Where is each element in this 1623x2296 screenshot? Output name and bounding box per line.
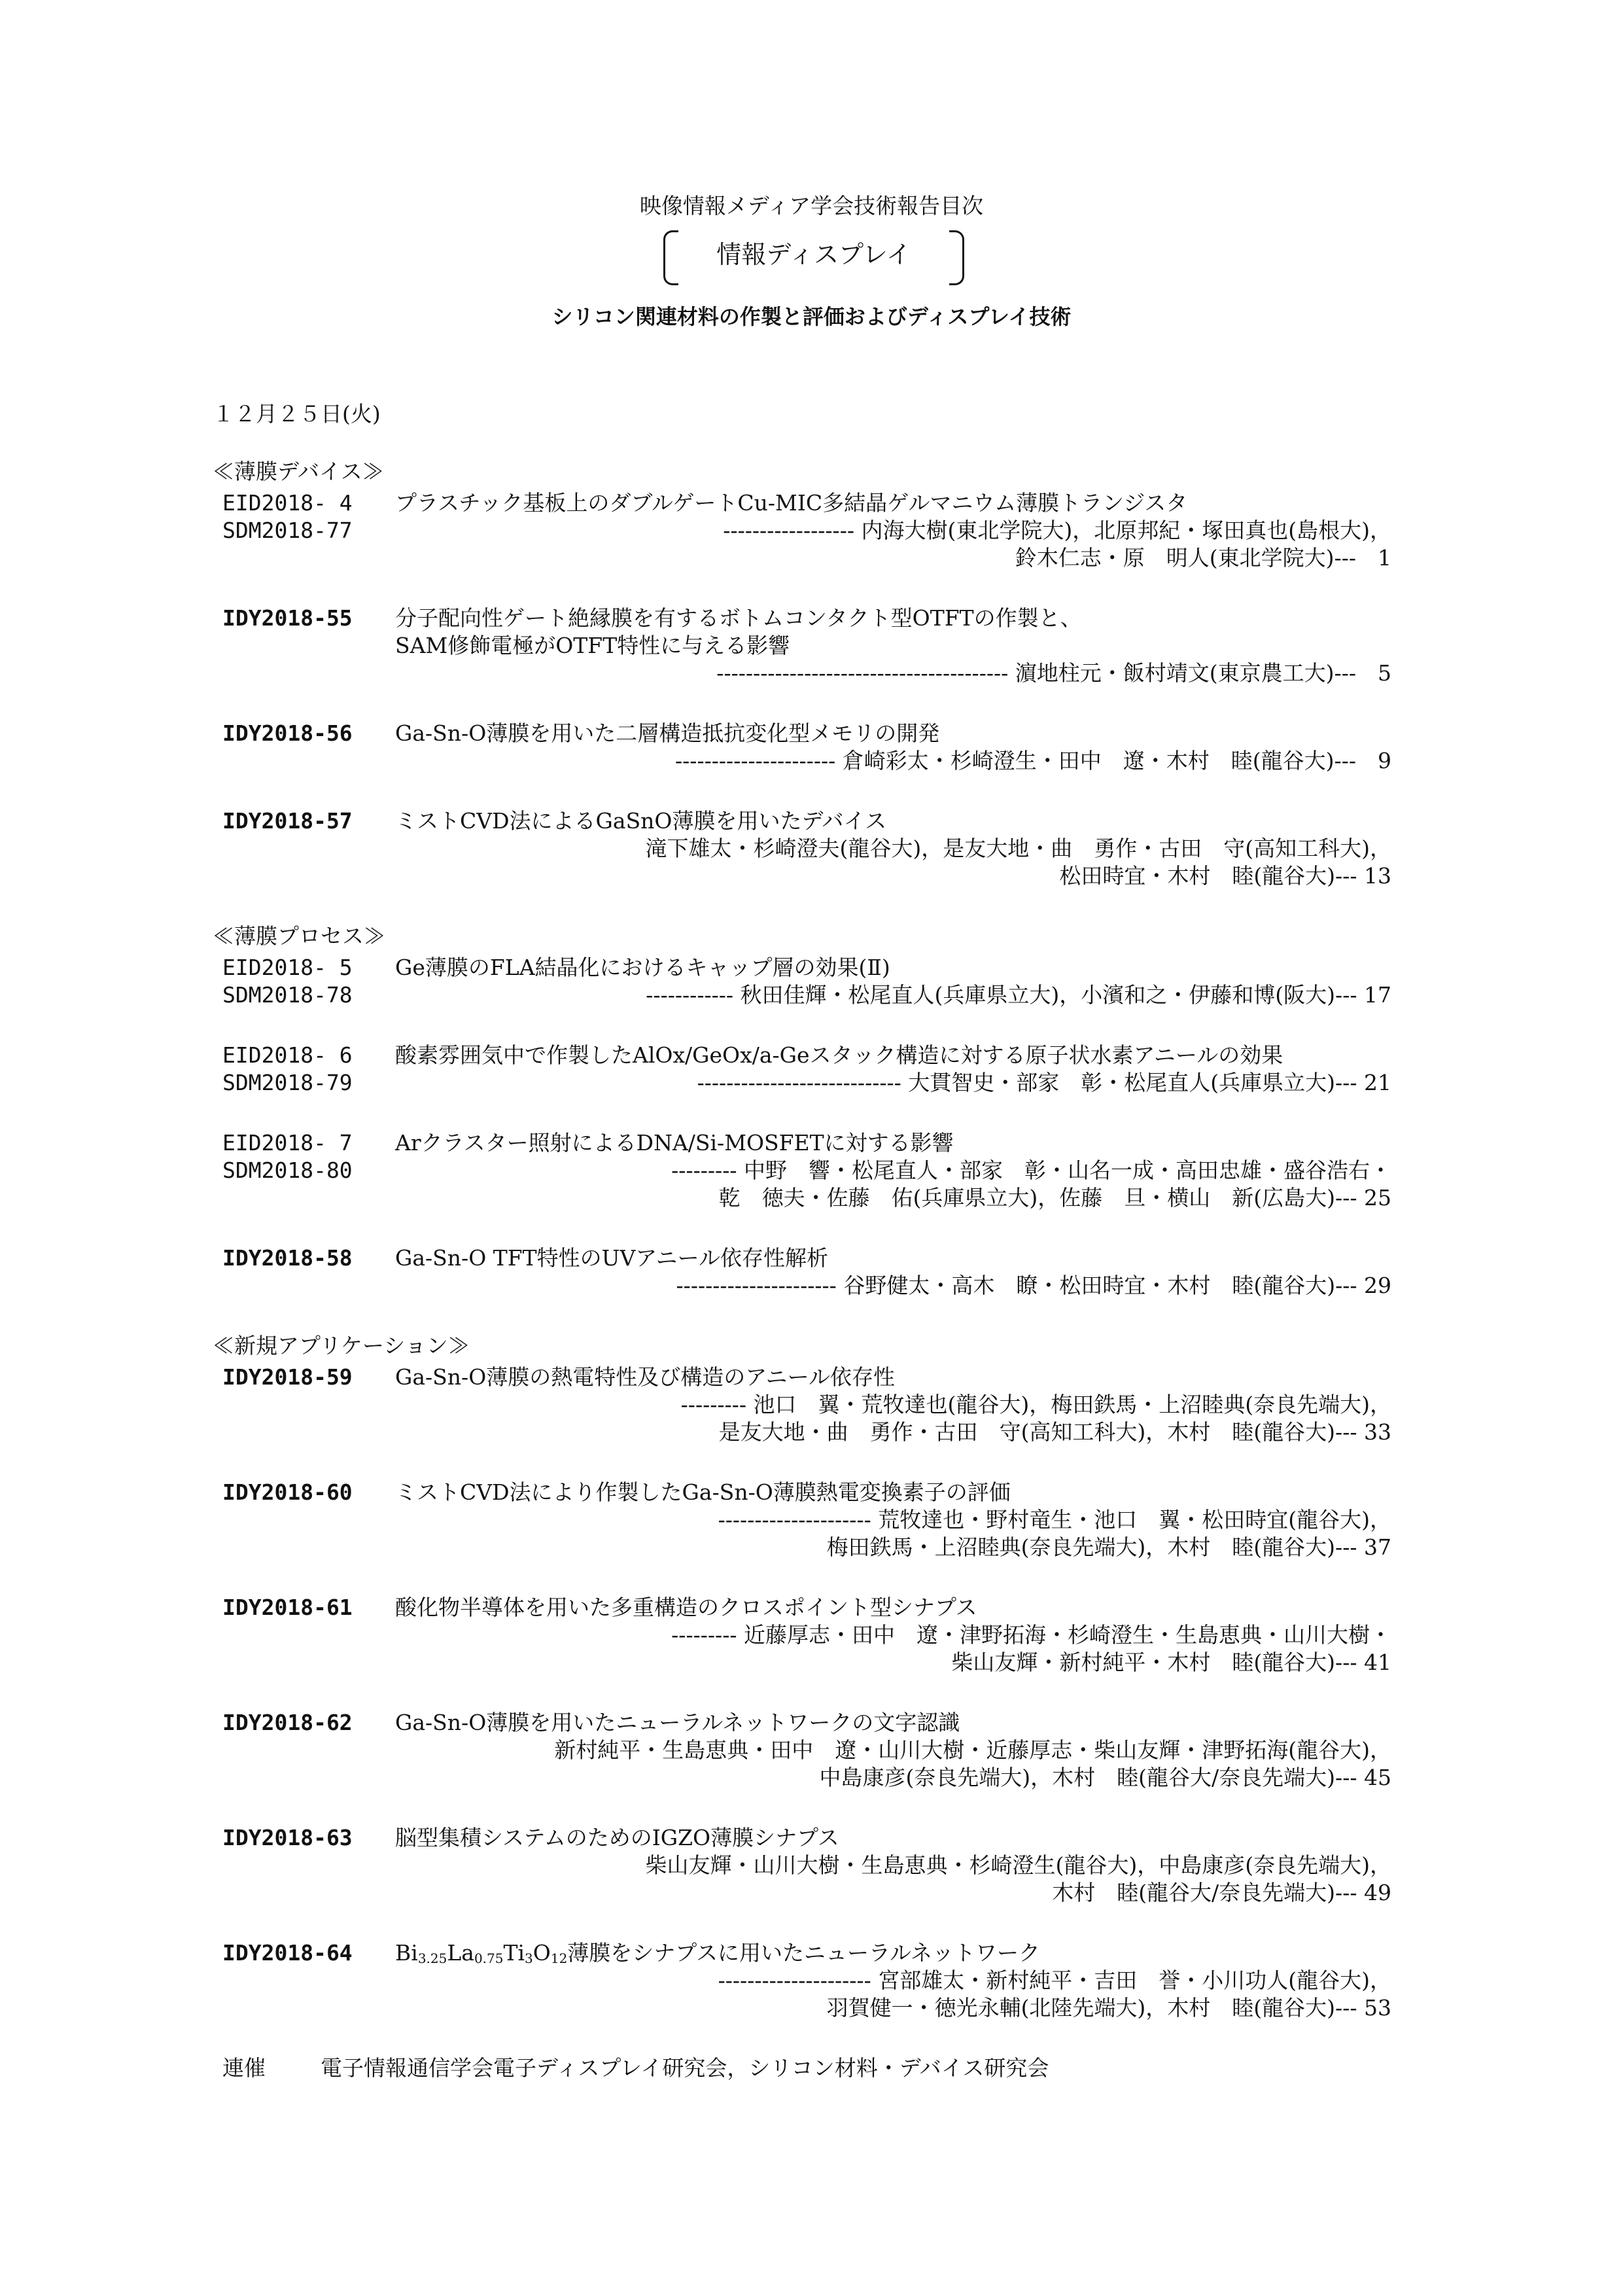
entry-id: SDM2018-79 xyxy=(222,1070,353,1095)
entry-id: IDY2018-59 xyxy=(222,1364,353,1390)
entry-id: EID2018- 6 xyxy=(222,1042,353,1068)
entry-title: Ge薄膜のFLA結晶化におけるキャップ層の効果(Ⅱ) xyxy=(395,955,890,980)
entry-id: SDM2018-77 xyxy=(222,518,353,543)
entry-title: ミストCVD法により作製したGa-Sn-O薄膜熱電変換素子の評価 xyxy=(395,1479,1011,1505)
entry-id: SDM2018-78 xyxy=(222,982,353,1008)
section-heading: ≪薄膜プロセス≫ xyxy=(213,923,385,949)
entry-authors: 松田時宜・木村 睦(龍谷大)--- 13 xyxy=(1059,863,1391,889)
entry-title: Ga-Sn-O薄膜の熱電特性及び構造のアニール依存性 xyxy=(395,1364,895,1390)
entry-title: Ga-Sn-O薄膜を用いたニューラルネットワークの文字認識 xyxy=(395,1710,960,1735)
entry-authors: 乾 徳夫・佐藤 佑(兵庫県立大)，佐藤 旦・横山 新(広島大)--- 25 xyxy=(718,1185,1391,1210)
entry-authors: 滝下雄太・杉崎澄夫(龍谷大)，是友大地・曲 勇作・古田 守(高知工科大)， xyxy=(645,836,1391,861)
entry-title xyxy=(395,1942,1040,1965)
entry-id: IDY2018-60 xyxy=(222,1479,353,1505)
entry-id: IDY2018-61 xyxy=(222,1595,353,1620)
bracket-title: 情報ディスプレイ xyxy=(716,240,911,269)
entry-authors: --------------------- 荒牧達也・野村竜生・池口 翼・松田時宜(龍谷大)， xyxy=(718,1507,1391,1532)
title-subscript: 0.75 xyxy=(474,1951,504,1966)
entry-authors: ------------ 秋田佳輝・松尾直人(兵庫県立大)，小濱和之・伊藤和博(阪大)--- 17 xyxy=(646,982,1391,1008)
entry-authors: ---------------------- 谷野健太・高木 瞭・松田時宜・木村 睦(龍谷大)--- 29 xyxy=(676,1273,1391,1298)
entry-title: 分子配向性ゲート絶縁膜を有するボトムコンタクト型OTFTの作製と、 xyxy=(395,605,1082,631)
entry-authors: 中島康彦(奈良先端大)，木村 睦(龍谷大/奈良先端大)--- 45 xyxy=(819,1765,1391,1790)
entry-title: Arクラスター照射によるDNA/Si-MOSFETに対する影響 xyxy=(395,1130,954,1156)
entry-id: IDY2018-56 xyxy=(222,720,353,746)
title-part: Ti xyxy=(503,1940,525,1966)
entry-authors: --------- 近藤厚志・田中 遼・津野拓海・杉崎澄生・生島恵典・山川大樹・ xyxy=(671,1622,1391,1648)
entry-id: EID2018- 5 xyxy=(222,955,353,980)
title-part: Bi xyxy=(395,1940,418,1966)
entry-title: Ga-Sn-O TFT特性のUVアニール依存性解析 xyxy=(395,1245,828,1271)
entry-id: IDY2018-57 xyxy=(222,808,353,834)
entry-id: EID2018- 7 xyxy=(222,1130,353,1156)
entry-id: EID2018- 4 xyxy=(222,490,353,516)
title-subscript: 3.25 xyxy=(417,1951,447,1966)
entry-authors: 柴山友輝・山川大樹・生島恵典・杉崎澄生(龍谷大)，中島康彦(奈良先端大)， xyxy=(645,1852,1391,1878)
entry-authors: ---------------------------- 大貫智史・部家 彰・松尾直人(兵庫県立大)--- 21 xyxy=(697,1070,1391,1095)
section-heading: ≪新規アプリケーション≫ xyxy=(213,1333,470,1358)
entry-id: IDY2018-63 xyxy=(222,1825,353,1850)
title-subscript: 12 xyxy=(550,1951,568,1966)
report-title: 映像情報メディア学会技術報告目次 xyxy=(639,193,984,219)
entry-authors: --------------------- 宮部雄太・新村純平・吉田 誉・小川功人(龍谷大)， xyxy=(718,1968,1391,1993)
entry-authors: 鈴木仁志・原 明人(東北学院大)--- 1 xyxy=(1015,545,1391,571)
entry-authors: ---------------------- 倉崎彩太・杉崎澄生・田中 遼・木村 睦(龍谷大)--- 9 xyxy=(675,748,1391,773)
subtitle: シリコン関連材料の作製と評価およびディスプレイ技術 xyxy=(551,304,1072,329)
entry-authors: ------------------ 内海大樹(東北学院大)，北原邦紀・塚田真也(島根大)， xyxy=(723,518,1391,543)
entry-authors: 新村純平・生島恵典・田中 遼・山川大樹・近藤厚志・柴山友輝・津野拓海(龍谷大)， xyxy=(554,1737,1391,1763)
entry-authors: 羽賀健一・徳光永輔(北陸先端大)，木村 睦(龍谷大)--- 53 xyxy=(826,1995,1391,2021)
meeting-date: １２月２５日(火) xyxy=(213,401,381,427)
entry-title: 脳型集積システムのためのIGZO薄膜シナプス xyxy=(395,1825,839,1850)
title-subscript: 3 xyxy=(525,1951,533,1966)
entry-id: IDY2018-55 xyxy=(222,605,353,631)
entry-id: IDY2018-58 xyxy=(222,1245,353,1271)
title-part: La xyxy=(447,1940,474,1966)
entry-title: プラスチック基板上のダブルゲートCu-MIC多結晶ゲルマニウム薄膜トランジスタ xyxy=(395,490,1188,516)
footer-text: 電子情報通信学会電子ディスプレイ研究会，シリコン材料・デバイス研究会 xyxy=(321,2055,1049,2081)
entry-authors: --------- 池口 翼・荒牧達也(龍谷大)，梅田鉄馬・上沼睦典(奈良先端大)， xyxy=(680,1392,1391,1417)
entry-title: Ga-Sn-O薄膜を用いた二層構造抵抗変化型メモリの開発 xyxy=(395,720,940,746)
entry-id: SDM2018-80 xyxy=(222,1157,353,1183)
section-heading: ≪薄膜デバイス≫ xyxy=(213,459,384,484)
title-part: 薄膜をシナプスに用いたニューラルネットワーク xyxy=(567,1940,1040,1966)
footer-label: 連催 xyxy=(222,2055,266,2081)
entry-id: IDY2018-64 xyxy=(222,1940,353,1966)
entry-authors: 柴山友輝・新村純平・木村 睦(龍谷大)--- 41 xyxy=(951,1650,1391,1675)
entry-authors: ---------------------------------------- 濵地柱元・飯村靖文(東京農工大)--- 5 xyxy=(716,660,1391,686)
entry-authors: 木村 睦(龍谷大/奈良先端大)--- 49 xyxy=(1052,1880,1391,1905)
entry-title: ミストCVD法によるGaSnO薄膜を用いたデバイス xyxy=(395,808,887,834)
entry-title-cont: SAM修飾電極がOTFT特性に与える影響 xyxy=(395,633,790,658)
entry-title: 酸素雰囲気中で作製したAlOx/GeOx/a-Geスタック構造に対する原子状水素アニールの効果 xyxy=(395,1042,1283,1068)
entry-authors: --------- 中野 響・松尾直人・部家 彰・山名一成・高田忠雄・盛谷浩右・ xyxy=(671,1157,1391,1183)
entry-authors: 是友大地・曲 勇作・古田 守(高知工科大)，木村 睦(龍谷大)--- 33 xyxy=(718,1419,1391,1445)
title-part: O xyxy=(532,1940,551,1966)
entry-title: 酸化物半導体を用いた多重構造のクロスポイント型シナプス xyxy=(395,1595,977,1620)
entry-authors: 梅田鉄馬・上沼睦典(奈良先端大)，木村 睦(龍谷大)--- 37 xyxy=(826,1534,1391,1560)
bracket-title-frame xyxy=(663,230,964,284)
entry-id: IDY2018-62 xyxy=(222,1710,353,1735)
